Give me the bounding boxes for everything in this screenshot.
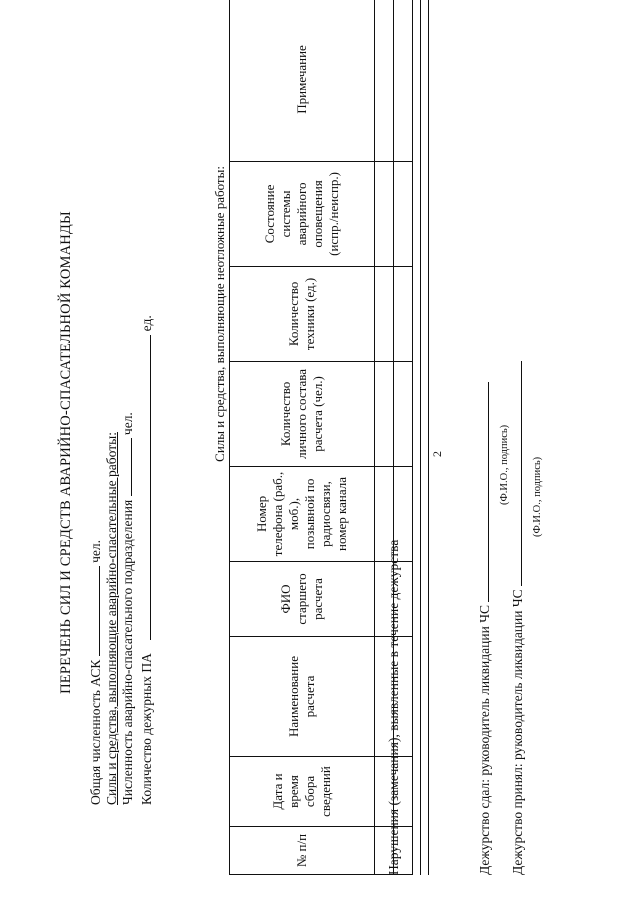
col-header-personnel: Количество личного состава расчета (чел.) [229, 361, 374, 466]
pa-count-label: Количество дежурных ПА [139, 653, 154, 805]
unit-count-line [120, 412, 136, 805]
total-ask-blank[interactable] [99, 566, 100, 656]
received-line [510, 361, 526, 875]
violations-label: Нарушения (замечания), выявленные в течение дежурства [386, 539, 401, 875]
received-label: Дежурство принял: руководитель ликвидации ЧС [510, 589, 525, 875]
unit-count-unit: чел. [120, 412, 135, 436]
handed-over-line [477, 382, 493, 875]
received-blank[interactable] [521, 361, 522, 586]
total-ask-line [88, 540, 104, 805]
table-group-header: Силы и средства, выполняющие неотложные работы: [212, 161, 229, 466]
pa-count-unit: ед. [139, 315, 154, 332]
col-header-crew-name: Наименование расчета [229, 637, 374, 757]
handed-over-label: Дежурство сдал: руководитель ликвидации ЧС [477, 605, 492, 875]
total-ask-unit: чел. [88, 539, 103, 563]
col-header-equipment: Количество техники (ед.) [229, 266, 374, 361]
col-header-senior-name: ФИО старшего расчета [229, 562, 374, 637]
forces-table [212, 0, 413, 875]
handed-over-signature-hint: (Ф.И.О., подпись) [499, 424, 510, 505]
pa-count-line [139, 315, 155, 805]
violations-line[interactable] [420, 0, 421, 875]
handed-over-blank[interactable] [488, 382, 489, 602]
pa-count-blank[interactable] [150, 335, 151, 640]
unit-count-label: Численность аварийно-спасательного подразделения [120, 499, 135, 805]
unit-count-blank[interactable] [131, 438, 132, 496]
received-signature-hint: (Ф.И.О., подпись) [532, 456, 543, 537]
col-header-notes: Примечание [229, 0, 374, 161]
col-header-date: Дата и время сбора сведений [229, 757, 374, 827]
col-header-phone: Номер телефона (раб., моб.), позывной по радиосвязи, номер канала [229, 466, 374, 561]
forces-heading: Силы и средства, выполняющие аварийно-спасательные работы: [104, 432, 119, 805]
col-header-alert-system: Состояние системы аварийного оповещения (испр./неиспр.) [229, 161, 374, 266]
page-number: 2 [430, 451, 444, 457]
document-title: ПЕРЕЧЕНЬ СИЛ И СРЕДСТВ АВАРИЙНО-СПАСАТЕЛЬНОЙ КОМАНДЫ [58, 211, 74, 694]
col-header-number: № п/п [229, 827, 374, 875]
violations-line[interactable] [428, 0, 429, 875]
total-ask-label: Общая численность АСК [88, 659, 103, 805]
